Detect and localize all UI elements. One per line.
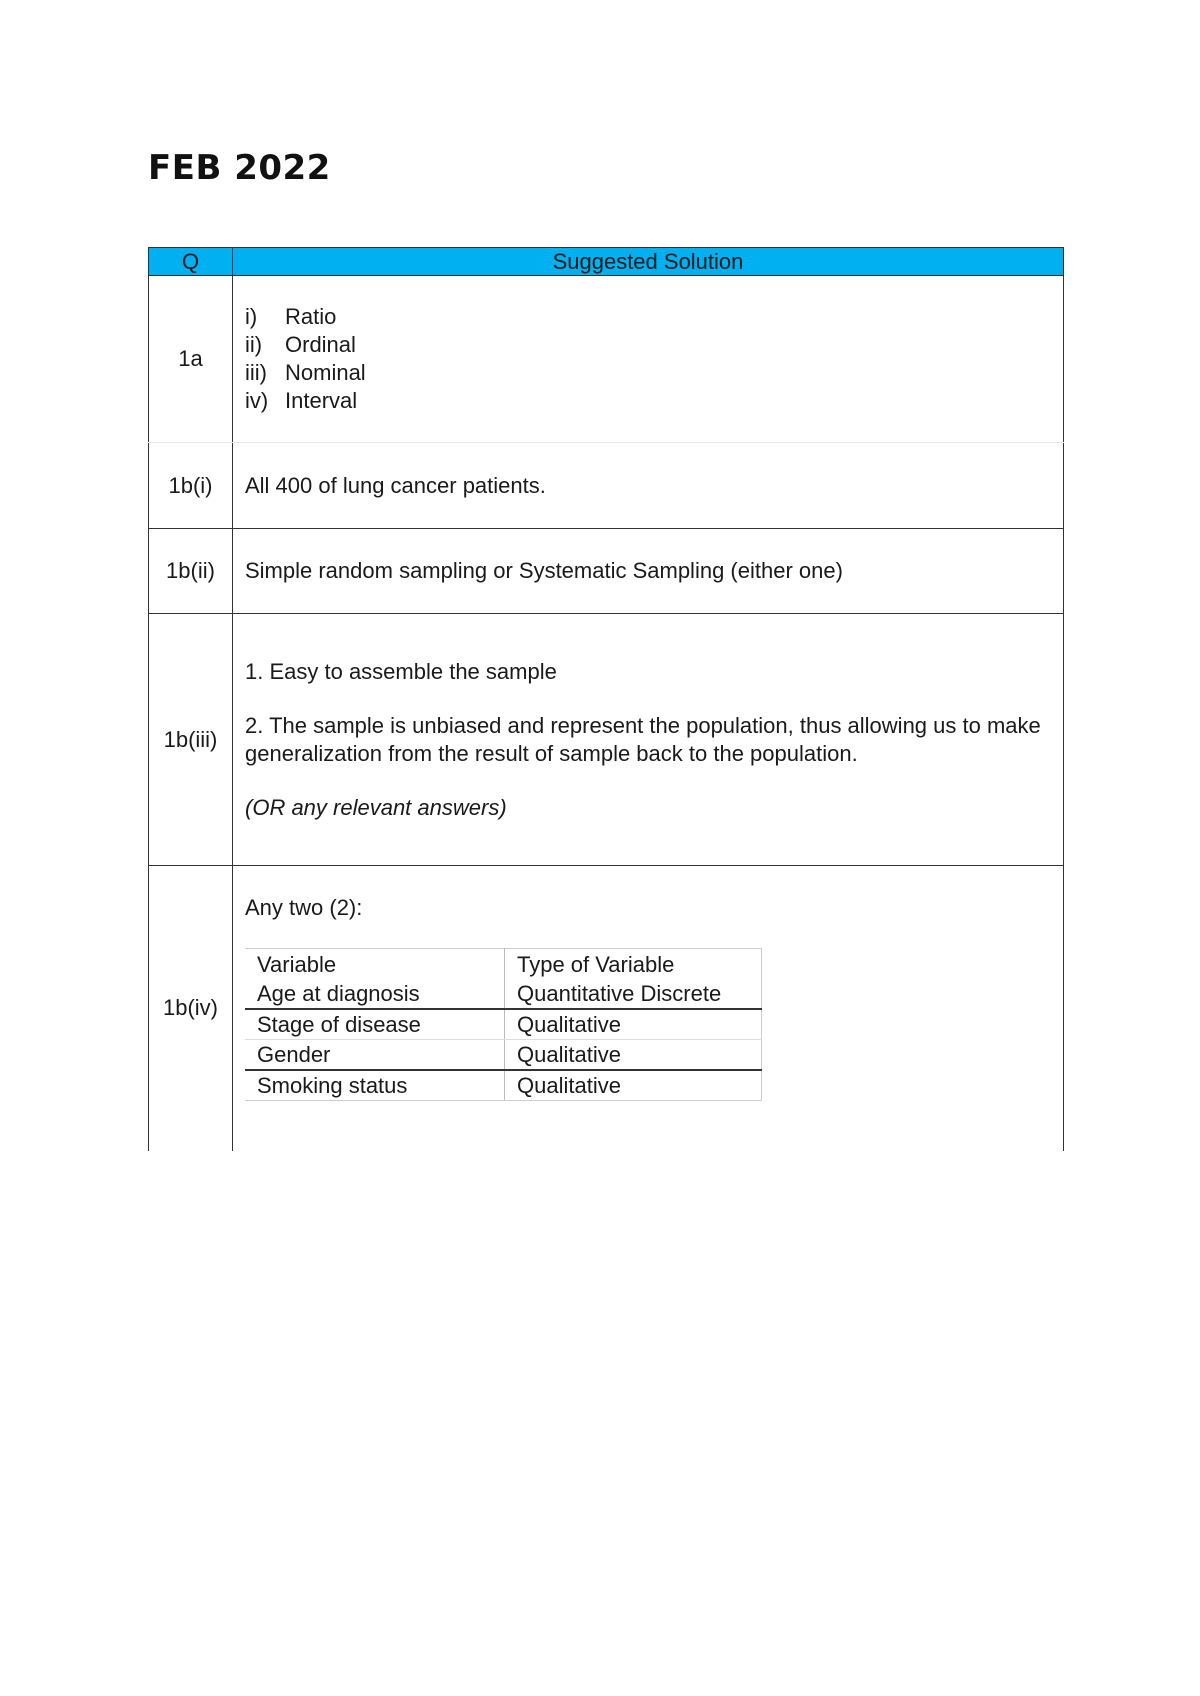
variable-cell: Gender	[245, 1040, 505, 1071]
list-item-text: Ordinal	[285, 332, 356, 357]
variable-cell: Smoking status	[245, 1070, 505, 1101]
variable-table-header-row	[245, 949, 762, 980]
type-cell: Quantitative Discrete	[505, 979, 762, 1009]
question-cell: 1b(iv)	[149, 866, 233, 1151]
list-item-text: Nominal	[285, 360, 366, 385]
table-row	[245, 1009, 762, 1040]
answer-intro: Any two (2):	[245, 895, 363, 920]
answer-cell: Simple random sampling or Systematic Sampling (either one)	[233, 529, 1064, 614]
table-header-row	[149, 248, 1064, 276]
answer-cell	[233, 276, 1064, 443]
table-row-1b-ii	[149, 529, 1064, 614]
page-title: FEB 2022	[148, 148, 331, 188]
type-cell: Qualitative	[505, 1009, 762, 1040]
variable-type-table	[245, 948, 762, 1101]
list-item	[245, 331, 1051, 359]
answer-cell	[233, 614, 1064, 866]
list-item	[245, 303, 1051, 331]
answer-point-2: 2. The sample is unbiased and represent the population, thus allowing us to make generalization from the result of sample back to the population.	[245, 712, 1041, 766]
list-item-number: iv)	[245, 388, 269, 413]
question-cell: 1b(ii)	[149, 529, 233, 614]
question-cell: 1b(iii)	[149, 614, 233, 866]
question-cell: 1b(i)	[149, 443, 233, 529]
list-item-number: ii)	[245, 332, 263, 357]
answer-note: (OR any relevant answers)	[245, 794, 507, 820]
list-item-text: Ratio	[285, 304, 337, 329]
type-cell: Qualitative	[505, 1070, 762, 1101]
table-row	[245, 1070, 762, 1101]
list-item-number: iii)	[245, 360, 267, 385]
table-row-1a	[149, 276, 1064, 443]
header-q: Q	[149, 248, 233, 276]
list-item-text: Interval	[285, 388, 358, 413]
type-header: Type of Variable	[505, 949, 762, 980]
table-row-1b-iii	[149, 614, 1064, 866]
table-row-1b-i	[149, 443, 1064, 529]
table-row-1b-iv	[149, 866, 1064, 1151]
answer-point-1: 1. Easy to assemble the sample	[245, 658, 557, 684]
list-item	[245, 387, 1051, 415]
list-item-number: i)	[245, 304, 258, 329]
variable-header: Variable	[245, 949, 505, 980]
answer-cell	[233, 866, 1064, 1151]
answer-list	[245, 303, 1051, 415]
solution-table	[148, 247, 1064, 1151]
list-item	[245, 359, 1051, 387]
type-cell: Qualitative	[505, 1040, 762, 1071]
table-row	[245, 979, 762, 1009]
question-cell: 1a	[149, 276, 233, 443]
table-row	[245, 1040, 762, 1071]
header-suggested-solution: Suggested Solution	[233, 248, 1064, 276]
answer-cell: All 400 of lung cancer patients.	[233, 443, 1064, 529]
variable-cell: Stage of disease	[245, 1009, 505, 1040]
variable-cell: Age at diagnosis	[245, 979, 505, 1009]
